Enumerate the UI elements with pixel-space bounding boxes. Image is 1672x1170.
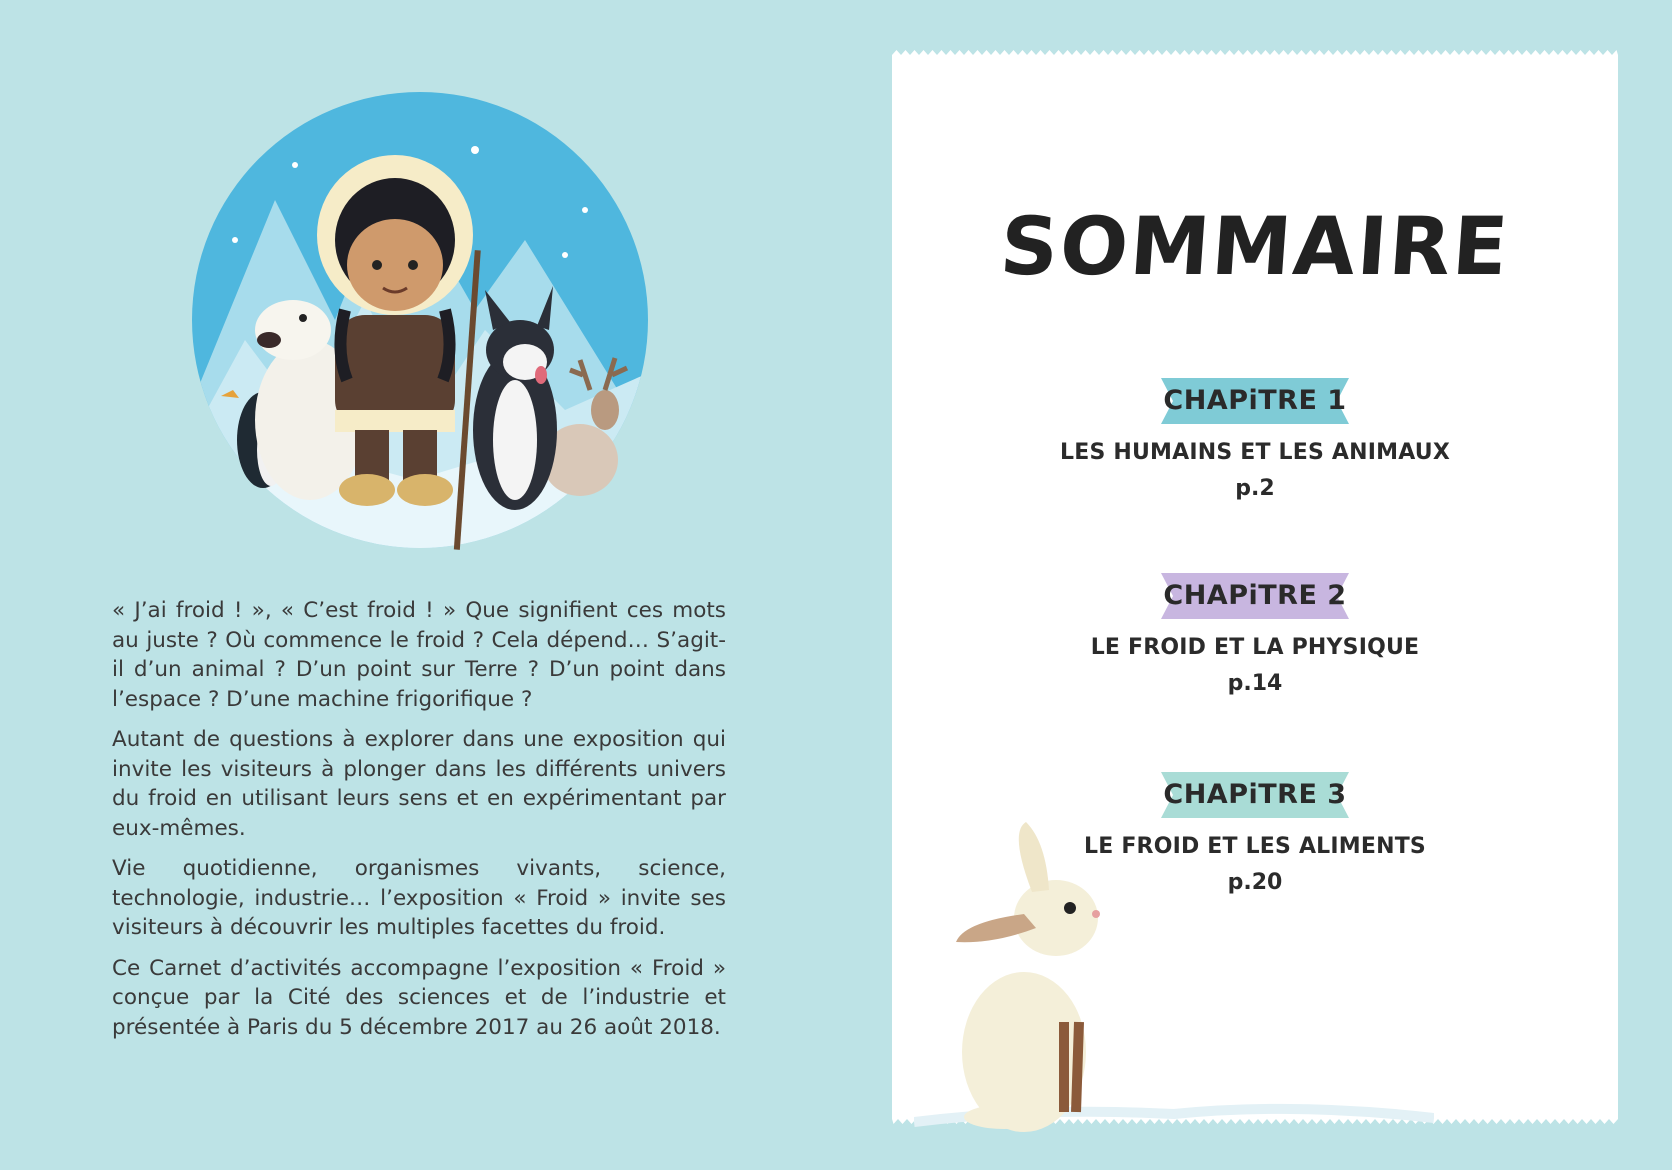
chapter-entry-1[interactable]: [892, 378, 1618, 501]
chapter-label: CHAPiTRE 1: [1163, 385, 1347, 416]
chapter-label: CHAPiTRE 3: [1163, 779, 1347, 810]
chapter-title: LE FROID ET LES ALIMENTS: [1084, 834, 1426, 859]
chapter-page-number: p.20: [1227, 870, 1283, 895]
chapter-banner: [1161, 378, 1349, 424]
intro-paragraph: Autant de questions à explorer dans une exposition qui invite les visiteurs à plonger dans les différents univers du froid en utilisant leurs sens et en expérimentant par eux-mêmes.: [112, 727, 726, 841]
chapter-label: CHAPiTRE 2: [1163, 580, 1347, 611]
chapter-title: LE FROID ET LA PHYSIQUE: [1090, 635, 1420, 660]
chapter-banner: [1161, 573, 1349, 619]
intro-paragraph: Vie quotidienne, organismes vivants, science, technologie, industrie… l’exposition « Froid » invite ses visiteurs à découvrir les multiples facettes du froid.: [112, 856, 726, 940]
chapter-title: LES HUMAINS ET LES ANIMAUX: [1060, 440, 1450, 465]
chapter-page-number: p.2: [1235, 476, 1275, 501]
chapter-banner: [1161, 772, 1349, 818]
arctic-hare-icon: [914, 822, 1434, 1142]
intro-paragraph: « J’ai froid ! », « C’est froid ! » Que signifient ces mots au juste ? Où commence le froid ? Cela dépend… S’agit-il d’un animal ? D’un point sur Terre ? D’un point dans l’espace ? D’une machine frigorifique ?: [112, 598, 726, 712]
intro-text: [112, 596, 726, 1053]
inuit-girl-illustration: [185, 90, 655, 560]
page-title: SOMMAIRE: [997, 200, 1513, 293]
intro-paragraph: Ce Carnet d’activités accompagne l’exposition « Froid » conçue par la Cité des sciences et de l’industrie et présentée à Paris du 5 décembre 2017 au 26 août 2018.: [112, 955, 726, 1040]
chapter-entry-2[interactable]: [892, 573, 1618, 696]
table-of-contents-page: [892, 50, 1618, 1124]
chapter-page-number: p.14: [1227, 671, 1283, 696]
